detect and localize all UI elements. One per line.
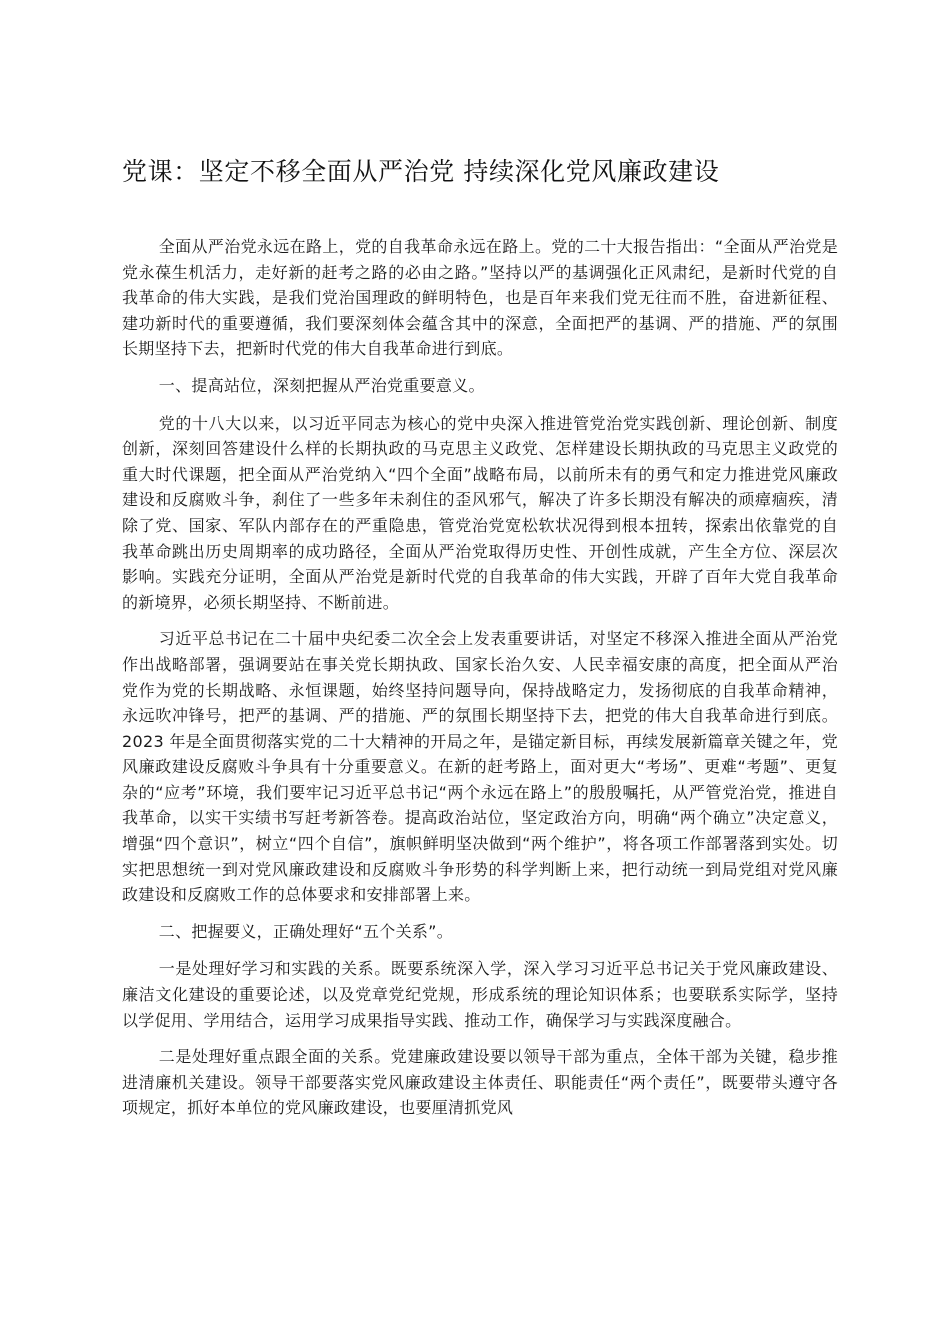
paragraph-section1-1: 党的十八大以来，以习近平同志为核心的党中央深入推进管党治党实践创新、理论创新、制度创新，深刻回答建设什么样的长期执政的马克思主义政党、怎样建设长期执政的马克思主义政党的重大时代课题，把全面从严治党纳入“四个全面”战略布局，以前所未有的勇气和定力推进党风廉政建设和反腐败斗争，刹住了一些多年未刹住的歪风邪气，解决了许多长期没有解决的顽瘴痼疾，清除了党、国家、军队内部存在的严重隐患，管党治党宽松软状况得到根本扭转，探索出依靠党的自我革命跳出历史周期率的成功路径，全面从严治党取得历史性、开创性成就，产生全方位、深层次影响。实践充分证明，全面从严治党是新时代党的自我革命的伟大实践，开辟了百年大党自我革命的新境界，必须长期坚持、不断前进。 xyxy=(122,413,838,612)
paragraph-relation-1: 一是处理好学习和实践的关系。既要系统深入学，深入学习习近平总书记关于党风廉政建设、廉洁文化建设的重要论述，以及党章党纪党规，形成系统的理论知识体系；也要联系实际学，坚持以学促用、学用结合，运用学习成果指导实践、推动工作，确保学习与实践深度融合。 xyxy=(122,959,838,1030)
section-heading-1: 一、提高站位，深刻把握从严治党重要意义。 xyxy=(158,375,485,395)
document-title: 党课：坚定不移全面从严治党 持续深化党风廉政建设 xyxy=(122,157,720,186)
paragraph-intro: 全面从严治党永远在路上，党的自我革命永远在路上。党的二十大报告指出：“全面从严治党是党永葆生机活力，走好新的赶考之路的必由之路。”坚持以严的基调强化正风肃纪，是新时代党的自我革命的伟大实践，是我们党治国理政的鲜明特色，也是百年来我们党无往而不胜，奋进新征程、建功新时代的重要遵循，我们要深刻体会蕴含其中的深意，全面把严的基调、严的措施、严的氛围长期坚持下去，把新时代党的伟大自我革命进行到底。 xyxy=(122,237,838,359)
paragraph-section1-2: 习近平总书记在二十届中央纪委二次全会上发表重要讲话，对坚定不移深入推进全面从严治党作出战略部署，强调要站在事关党长期执政、国家长治久安、人民幸福安康的高度，把全面从严治党作为党的长期战略、永恒课题，始终坚持问题导向，保持战略定力，发扬彻底的自我革命精神，永远吹冲锋号，把严的基调、严的措施、严的氛围长期坚持下去，把党的伟大自我革命进行到底。2023 年是全面贯彻落实党的二十大精神的开局之年，是锚定新目标，再续发展新篇章关键之年，党风廉政建设反腐败斗争具有十分重要意义。在新的赶考路上，面对更大“考场”、更难“考题”、更复杂的“应考”环境，我们要牢记习近平总书记“两个永远在路上”的殷殷嘱托，从严管党治党，推进自我革命，以实干实绩书写赶考新答卷。提高政治站位，坚定政治方向，明确“两个确立”决定意义，增强“四个意识”，树立“四个自信”，旗帜鲜明坚决做到“两个维护”，将各项工作部署落到实处。切实把思想统一到对党风廉政建设和反腐败斗争形势的科学判断上来，把行动统一到局党组对党风廉政建设和反腐败工作的总体要求和安排部署上来。 xyxy=(122,629,838,905)
document-body xyxy=(122,234,838,1132)
paragraph-relation-2: 二是处理好重点跟全面的关系。党建廉政建设要以领导干部为重点，全体干部为关键，稳步推进清廉机关建设。领导干部要落实党风廉政建设主体责任、职能责任“两个责任”，既要带头遵守各项规定，抓好本单位的党风廉政建设，也要厘清抓党风 xyxy=(122,1047,838,1118)
section-heading-2: 二、把握要义，正确处理好“五个关系”。 xyxy=(158,921,454,941)
